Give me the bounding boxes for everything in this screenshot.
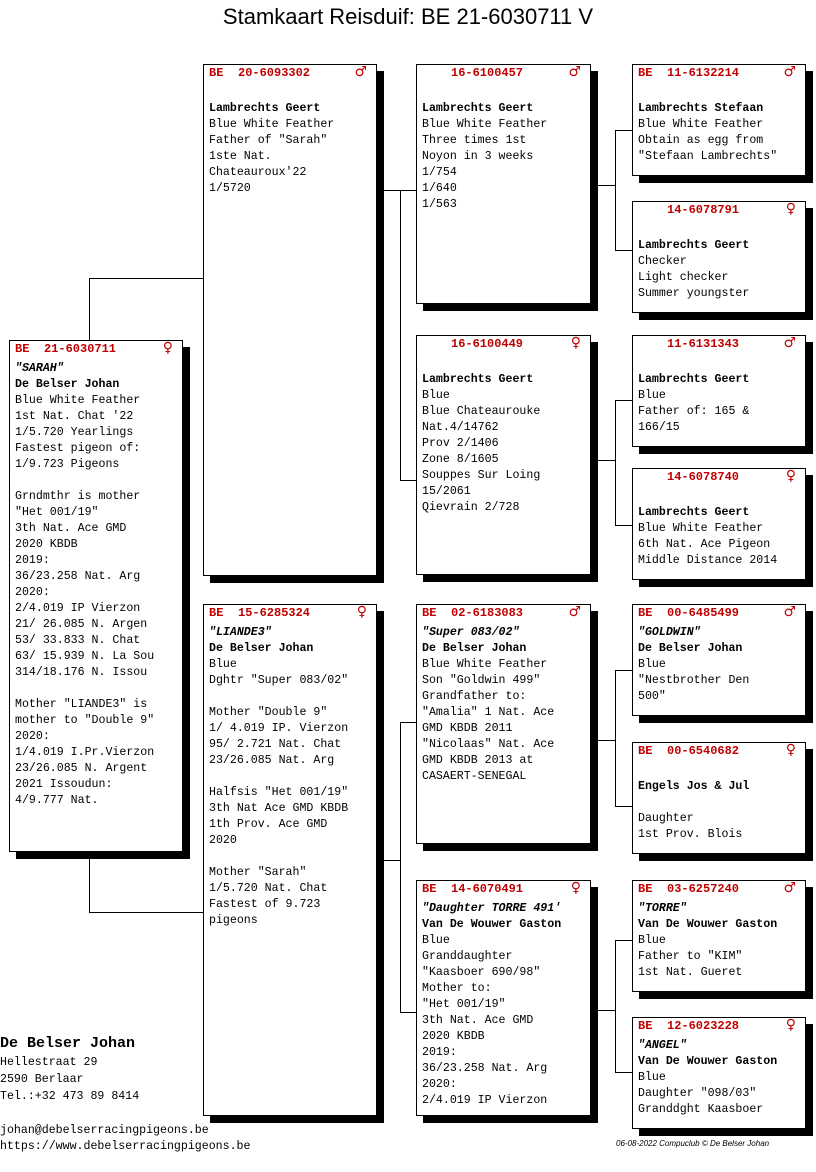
pigeon-card-ddd[interactable] — [632, 1017, 806, 1129]
print-stamp: 06-08-2022 Compuclub © De Belser Johan — [616, 1139, 770, 1148]
connector-line — [598, 1010, 615, 1011]
connector-line — [400, 190, 416, 191]
owner-name: Van De Wouwer Gaston — [638, 1055, 778, 1068]
pigeon-card-ss[interactable] — [416, 64, 591, 304]
page-title: Stamkaart Reisduif: BE 21-6030711 V — [222, 4, 594, 29]
card-line: Blue White Feather — [15, 394, 141, 407]
card-line: Granddaughter — [422, 950, 513, 963]
card-line: Three times 1st — [422, 134, 527, 147]
breeder-website[interactable]: https://www.debelserracingpigeons.be — [0, 1140, 251, 1153]
breeder-contact — [0, 1123, 250, 1155]
pigeon-card-sds[interactable] — [632, 335, 806, 447]
breeder-address — [0, 1034, 139, 1105]
card-line — [638, 85, 805, 101]
connector-line — [615, 806, 632, 807]
card-line: 53/ 33.833 N. Chat — [15, 634, 141, 647]
male-icon: ♂ — [783, 880, 796, 896]
connector-line — [615, 670, 616, 806]
card-line: Middle Distance 2014 — [638, 554, 778, 567]
card-line: "Nicolaas" Nat. Ace — [422, 738, 555, 751]
owner-name: Lambrechts Geert — [638, 506, 750, 519]
card-line: Blue — [422, 934, 450, 947]
card-line: Grandfather to: — [422, 690, 527, 703]
owner-name: Lambrechts Geert — [209, 102, 321, 115]
female-icon: ♀ — [570, 335, 581, 351]
card-line: Blue — [638, 389, 666, 402]
card-details — [417, 352, 590, 516]
card-line: Light checker — [638, 271, 729, 284]
card-line: Zone 8/1605 — [422, 453, 499, 466]
card-line: Mother "Sarah" — [209, 866, 307, 879]
male-icon: ♂ — [568, 64, 581, 80]
pigeon-card-dsd[interactable] — [632, 742, 806, 854]
ring-number: 11-6131343 — [667, 337, 740, 351]
card-details — [633, 81, 805, 165]
card-line: GMD KBDB 2013 at — [422, 754, 534, 767]
card-line: Grndmthr is mother — [15, 490, 141, 503]
card-line: 1/ 4.019 IP. Vierzon — [209, 722, 349, 735]
card-line: Father to "KIM" — [638, 950, 743, 963]
connector-line — [400, 722, 416, 723]
card-line: Fastest of 9.723 — [209, 898, 321, 911]
owner-name: Lambrechts Geert — [638, 239, 750, 252]
ring-number: 16-6100457 — [451, 66, 524, 80]
card-details — [633, 621, 805, 705]
card-line: 1/4.019 I.Pr.Vierzon — [15, 746, 155, 759]
female-icon: ♀ — [785, 1017, 796, 1033]
owner-name: Van De Wouwer Gaston — [638, 918, 778, 931]
female-icon: ♀ — [785, 201, 796, 217]
ring-number: 14-6078791 — [667, 203, 740, 217]
card-line — [422, 85, 590, 101]
connector-line — [400, 1012, 416, 1013]
card-line: 2020 KBDB — [15, 538, 78, 551]
card-details — [633, 897, 805, 981]
card-line: Obtain as egg from — [638, 134, 764, 147]
card-line: Blue White Feather — [209, 118, 335, 131]
breeder-name: De Belser Johan — [0, 1035, 136, 1052]
card-line: 21/ 26.085 N. Argen — [15, 618, 148, 631]
male-icon: ♂ — [783, 604, 796, 620]
card-details — [204, 621, 376, 929]
card-line: 1/754 — [422, 166, 457, 179]
owner-name: Van De Wouwer Gaston — [422, 918, 562, 931]
card-line: "Nestbrother Den — [638, 674, 750, 687]
pigeon-card-sss[interactable] — [632, 64, 806, 176]
connector-line — [400, 480, 416, 481]
card-line: 1st Nat. Gueret — [638, 966, 743, 979]
card-line: "Het 001/19" — [422, 998, 506, 1011]
card-details — [417, 897, 590, 1109]
card-line: 1st Prov. Blois — [638, 828, 743, 841]
card-line: 500" — [638, 690, 666, 703]
country-code: BE — [638, 882, 653, 896]
card-line — [638, 489, 805, 505]
card-line: Blue — [638, 658, 666, 671]
card-line: CASAERT-SENEGAL — [422, 770, 527, 783]
owner-name: Lambrechts Geert — [638, 373, 750, 386]
card-line: 314/18.176 N. Issou — [15, 666, 148, 679]
connector-line — [598, 185, 615, 186]
pigeon-card-sd[interactable] — [416, 335, 591, 575]
card-line: 2/4.019 IP Vierzon — [422, 1094, 548, 1107]
card-line: Mother "Double 9" — [209, 706, 328, 719]
country-code: BE — [209, 606, 224, 620]
female-icon: ♀ — [785, 468, 796, 484]
country-code: BE — [422, 882, 437, 896]
card-line: 2020: — [15, 586, 50, 599]
connector-line — [615, 1072, 632, 1073]
ring-number: 21-6030711 — [44, 342, 117, 356]
pigeon-card-dss[interactable] — [632, 604, 806, 716]
card-line: 1st Nat. Chat '22 — [15, 410, 134, 423]
card-line: Blue Chateaurouke — [422, 405, 541, 418]
card-line: Mother to: — [422, 982, 492, 995]
card-line: pigeons — [209, 914, 258, 927]
card-details — [633, 352, 805, 436]
breeder-phone: Tel.:+32 473 89 8414 — [0, 1090, 140, 1103]
card-line — [209, 849, 376, 865]
ring-number: 02-6183083 — [451, 606, 524, 620]
card-line: 2/4.019 IP Vierzon — [15, 602, 141, 615]
card-line: "Stefaan Lambrechts" — [638, 150, 778, 163]
connector-line — [615, 670, 632, 671]
card-line: 1/5.720 Yearlings — [15, 426, 134, 439]
card-line — [638, 356, 805, 372]
male-icon: ♂ — [568, 604, 581, 620]
male-icon: ♂ — [783, 64, 796, 80]
connector-line — [615, 525, 632, 526]
female-icon: ♀ — [570, 880, 581, 896]
card-details — [204, 81, 376, 197]
country-code: BE — [638, 606, 653, 620]
card-line: Halfsis "Het 001/19" — [209, 786, 349, 799]
card-line: Blue — [209, 658, 237, 671]
nickname: "SARAH" — [15, 362, 64, 375]
card-line: 15/2061 — [422, 485, 471, 498]
card-line: Mother "LIANDE3" is — [15, 698, 148, 711]
card-line: 3th Nat. Ace GMD — [15, 522, 127, 535]
card-line: Dghtr "Super 083/02" — [209, 674, 349, 687]
ring-number: 14-6070491 — [451, 882, 524, 896]
ring-number: 12-6023228 — [667, 1019, 740, 1033]
card-line: Blue White Feather — [422, 658, 548, 671]
pigeon-card-dd[interactable] — [416, 880, 591, 1116]
card-line: Fastest pigeon of: — [15, 442, 141, 455]
connector-line — [615, 400, 632, 401]
card-line: 1/9.723 Pigeons — [15, 458, 120, 471]
card-line — [422, 356, 590, 372]
card-line: 6th Nat. Ace Pigeon — [638, 538, 771, 551]
country-code: BE — [209, 66, 224, 80]
connector-line — [598, 460, 615, 461]
card-line — [209, 85, 376, 101]
pigeon-card-root[interactable] — [9, 340, 183, 852]
card-details — [633, 759, 805, 843]
connector-line — [615, 130, 616, 250]
owner-name: Engels Jos & Jul — [638, 780, 750, 793]
card-line: Blue White Feather — [422, 118, 548, 131]
card-line: 1/5720 — [209, 182, 251, 195]
nickname: "TORRE" — [638, 902, 687, 915]
owner-name: Lambrechts Geert — [422, 373, 534, 386]
card-line: Noyon in 3 weeks — [422, 150, 534, 163]
connector-line — [400, 722, 401, 1013]
card-line: Blue — [422, 389, 450, 402]
owner-name: De Belser Johan — [209, 642, 314, 655]
card-line: Qievrain 2/728 — [422, 501, 520, 514]
ring-number: 15-6285324 — [238, 606, 311, 620]
card-line — [209, 769, 376, 785]
female-icon: ♀ — [356, 604, 367, 620]
owner-name: De Belser Johan — [15, 378, 120, 391]
card-line: "Amalia" 1 Nat. Ace — [422, 706, 555, 719]
breeder-street: Hellestraat 29 — [0, 1056, 98, 1069]
connector-line — [615, 940, 632, 941]
pigeon-card-dds[interactable] — [632, 880, 806, 992]
card-line — [15, 681, 182, 697]
card-line: Prov 2/1406 — [422, 437, 499, 450]
owner-name: Lambrechts Stefaan — [638, 102, 764, 115]
female-icon: ♀ — [785, 742, 796, 758]
card-line: 2020: — [15, 730, 50, 743]
card-details — [633, 485, 805, 569]
nickname: "ANGEL" — [638, 1039, 687, 1052]
card-line — [638, 795, 805, 811]
nickname: "Daughter TORRE 491' — [422, 902, 562, 915]
card-line: Chateauroux'22 — [209, 166, 307, 179]
ring-number: 16-6100449 — [451, 337, 524, 351]
breeder-city: 2590 Berlaar — [0, 1073, 84, 1086]
card-line: Father of: 165 & — [638, 405, 750, 418]
breeder-email[interactable]: johan@debelserracingpigeons.be — [0, 1124, 209, 1137]
card-line: Son "Goldwin 499" — [422, 674, 541, 687]
card-line: mother to "Double 9" — [15, 714, 155, 727]
card-line: 3th Nat. Ace GMD — [422, 1014, 534, 1027]
card-line — [638, 222, 805, 238]
card-line: 2020 — [209, 834, 237, 847]
connector-line — [383, 860, 400, 861]
male-icon: ♂ — [354, 64, 367, 80]
pigeon-card-sdd[interactable] — [632, 468, 806, 580]
card-line: Blue — [638, 934, 666, 947]
owner-name: Lambrechts Geert — [422, 102, 534, 115]
country-code: BE — [638, 744, 653, 758]
ring-number: 03-6257240 — [667, 882, 740, 896]
card-line — [638, 763, 805, 779]
card-line: 1ste Nat. — [209, 150, 272, 163]
card-line: 1/563 — [422, 198, 457, 211]
card-line — [209, 689, 376, 705]
card-line: 2019: — [422, 1046, 457, 1059]
connector-line — [598, 740, 615, 741]
card-line: 166/15 — [638, 421, 680, 434]
card-line: Blue White Feather — [638, 522, 764, 535]
connector-line — [89, 852, 90, 912]
card-details — [417, 81, 590, 213]
card-line: Blue — [638, 1071, 666, 1084]
card-line: 23/26.085 N. Argent — [15, 762, 148, 775]
card-line: 2020: — [422, 1078, 457, 1091]
card-line: Checker — [638, 255, 687, 268]
card-line: "Kaasboer 690/98" — [422, 966, 541, 979]
connector-line — [615, 400, 616, 525]
card-line: 2019: — [15, 554, 50, 567]
card-line: Daughter "098/03" — [638, 1087, 757, 1100]
pigeon-card-sire[interactable] — [203, 64, 377, 576]
card-line: 3th Nat Ace GMD KBDB — [209, 802, 349, 815]
connector-line — [615, 940, 616, 1072]
ring-number: 11-6132214 — [667, 66, 740, 80]
ring-number: 00-6485499 — [667, 606, 740, 620]
pigeon-card-dam[interactable] — [203, 604, 377, 1116]
connector-line — [89, 912, 204, 913]
card-details — [633, 218, 805, 302]
owner-name: De Belser Johan — [638, 642, 743, 655]
card-line: Daughter — [638, 812, 694, 825]
connector-line — [383, 190, 400, 191]
card-line: Nat.4/14762 — [422, 421, 499, 434]
country-code: BE — [422, 606, 437, 620]
card-line: 1th Prov. Ace GMD — [209, 818, 328, 831]
card-details — [417, 621, 590, 785]
card-line: 1/640 — [422, 182, 457, 195]
connector-line — [615, 250, 632, 251]
pigeon-card-ssd[interactable] — [632, 201, 806, 313]
pigeon-card-ds[interactable] — [416, 604, 591, 844]
connector-line — [615, 130, 632, 131]
card-line: Granddght Kaasboer — [638, 1103, 764, 1116]
ring-number: 00-6540682 — [667, 744, 740, 758]
female-icon: ♀ — [162, 340, 173, 356]
ring-number: 14-6078740 — [667, 470, 740, 484]
connector-line — [89, 278, 204, 279]
male-icon: ♂ — [783, 335, 796, 351]
card-line: 2020 KBDB — [422, 1030, 485, 1043]
ring-number: 20-6093302 — [238, 66, 311, 80]
nickname: "GOLDWIN" — [638, 626, 701, 639]
connector-line — [89, 278, 90, 340]
owner-name: De Belser Johan — [422, 642, 527, 655]
card-line: 23/26.085 Nat. Arg — [209, 754, 335, 767]
card-line: Summer youngster — [638, 287, 750, 300]
card-line: Souppes Sur Loing — [422, 469, 541, 482]
card-line: 2021 Issoudun: — [15, 778, 113, 791]
card-line: 36/23.258 Nat. Arg — [15, 570, 141, 583]
card-line: 95/ 2.721 Nat. Chat — [209, 738, 342, 751]
card-line: 36/23.258 Nat. Arg — [422, 1062, 548, 1075]
card-line: Blue White Feather — [638, 118, 764, 131]
card-line: "Het 001/19" — [15, 506, 99, 519]
card-details — [10, 357, 182, 809]
country-code: BE — [638, 1019, 653, 1033]
connector-line — [400, 190, 401, 481]
card-line: 63/ 15.939 N. La Sou — [15, 650, 155, 663]
country-code: BE — [15, 342, 30, 356]
nickname: "Super 083/02" — [422, 626, 520, 639]
country-code: BE — [638, 66, 653, 80]
card-line: 1/5.720 Nat. Chat — [209, 882, 328, 895]
card-line: Father of "Sarah" — [209, 134, 328, 147]
card-line: GMD KBDB 2011 — [422, 722, 513, 735]
card-details — [633, 1034, 805, 1118]
card-line: 4/9.777 Nat. — [15, 794, 99, 807]
card-line — [15, 473, 182, 489]
nickname: "LIANDE3" — [209, 626, 272, 639]
